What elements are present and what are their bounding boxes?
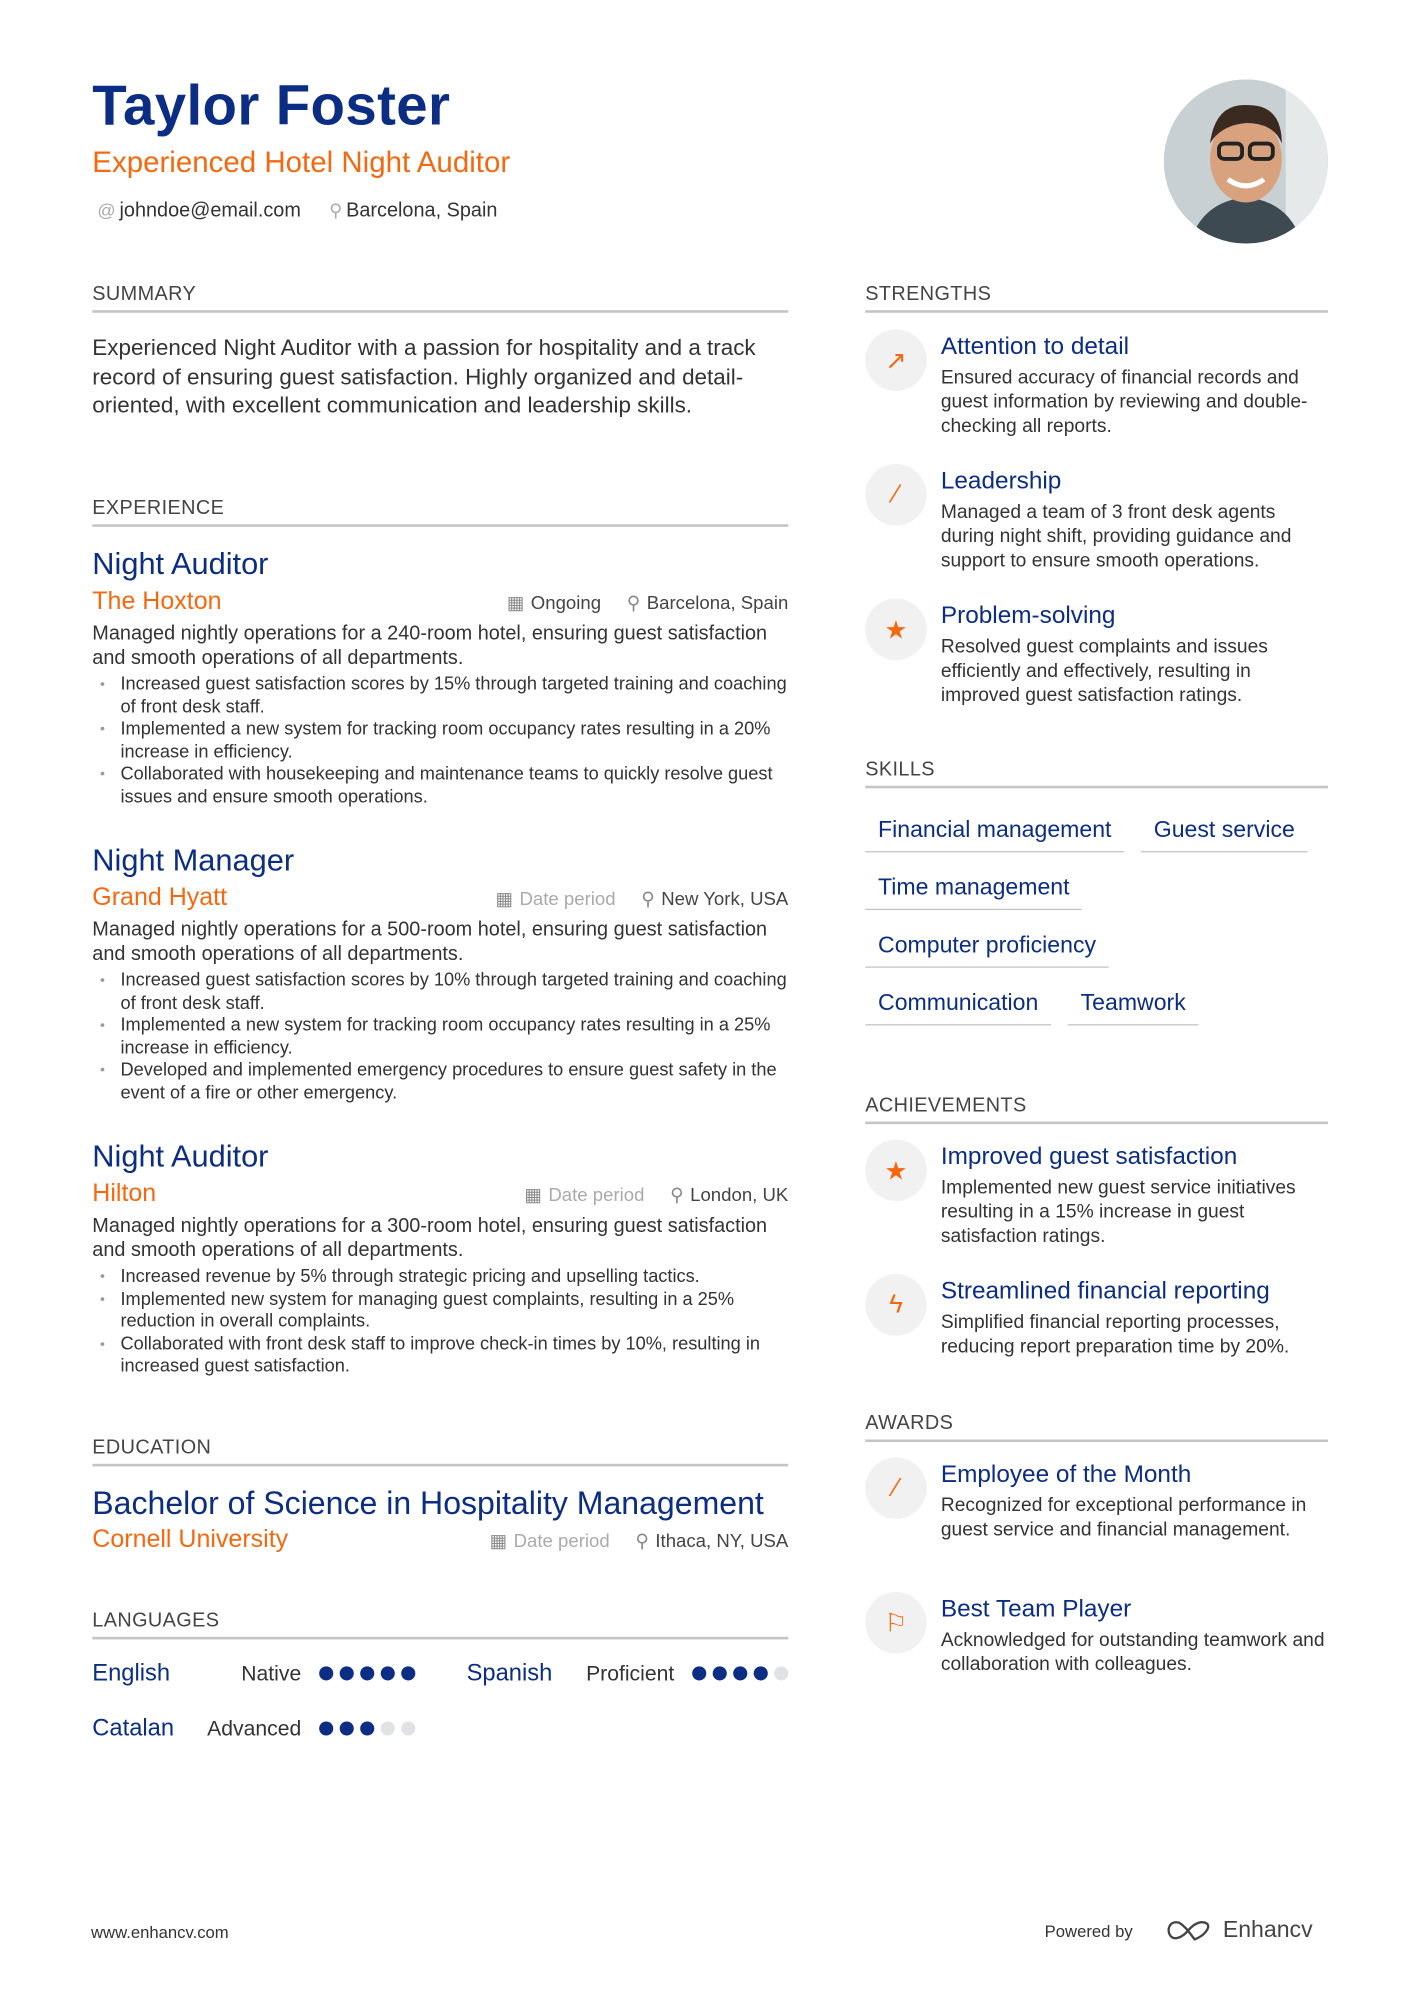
strength-title: Leadership xyxy=(940,467,1062,495)
skill-tag: Computer proficiency xyxy=(865,931,1109,968)
rating-dot-filled xyxy=(713,1666,727,1680)
language-level: Native xyxy=(241,1662,302,1686)
pin-icon: ⚲ xyxy=(626,593,641,614)
school-name: Cornell University xyxy=(92,1525,289,1554)
job-bullet: • Implemented new system for managing guest complaints, resulting in a 25% reduction in overall complaints. xyxy=(92,1289,788,1334)
profile-photo xyxy=(1164,79,1328,243)
email[interactable] xyxy=(97,200,300,223)
job-bullet: • Increased guest satisfaction scores by 15% through targeted training and coaching of front desk staff. xyxy=(92,674,788,719)
lightning-icon: ϟ xyxy=(865,1274,927,1336)
summary-text: Experienced Night Auditor with a passion for hospitality and a track record of ensuring guest satisfaction. Highly organized and detail-oriented, with excellent communication and leadership skills. xyxy=(92,334,756,418)
calendar-icon: ▦ xyxy=(489,1531,508,1553)
strength-item xyxy=(865,601,1328,707)
job-bullet: • Developed and implemented emergency procedures to ensure guest safety in the event of a fire or other emergency. xyxy=(92,1061,788,1106)
rating-dot-filled xyxy=(754,1666,768,1680)
contact-info xyxy=(97,200,497,223)
achievement-title: Improved guest satisfaction xyxy=(940,1143,1238,1171)
brand-name: Enhancv xyxy=(1222,1916,1313,1942)
rating-dot-filled xyxy=(319,1666,333,1680)
rating-dot-filled xyxy=(340,1666,354,1680)
education-entry xyxy=(92,1484,788,1554)
skill-tag: Guest service xyxy=(1141,815,1308,852)
skills-list xyxy=(865,815,1328,1046)
footer-url[interactable]: www.enhancv.com xyxy=(91,1922,229,1942)
rating-dot-filled xyxy=(733,1666,747,1680)
job-location: ⚲ London, UK xyxy=(670,1185,789,1207)
education-date: ▦ Date period xyxy=(489,1531,610,1553)
achievement-title: Streamlined financial reporting xyxy=(940,1277,1270,1305)
language-item xyxy=(92,1659,415,1687)
enhancv-logo-icon xyxy=(1164,1917,1213,1943)
skill-tag: Communication xyxy=(865,988,1051,1025)
section-heading-awards: AWARDS xyxy=(865,1413,1328,1442)
language-level: Advanced xyxy=(207,1717,302,1741)
job-title: Night Auditor xyxy=(92,1139,269,1175)
candidate-title: Experienced Hotel Night Auditor xyxy=(92,144,511,179)
language-name: English xyxy=(92,1658,171,1686)
skill-tag: Financial management xyxy=(865,815,1124,852)
language-name: Catalan xyxy=(92,1713,175,1741)
job-description: Managed nightly operations for a 500-room hotel, ensuring guest satisfaction and smooth operations of all departments. xyxy=(92,919,768,966)
rating-dot-filled xyxy=(319,1721,333,1735)
magic-wand-icon: ⁄ xyxy=(865,464,927,526)
job-bullet: • Increased revenue by 5% through strategic pricing and upselling tactics. xyxy=(92,1266,788,1289)
company-name: The Hoxton xyxy=(92,587,222,616)
candidate-name: Taylor Foster xyxy=(92,74,451,138)
degree: Bachelor of Science in Hospitality Management xyxy=(92,1485,764,1522)
magic-wand-icon: ⁄ xyxy=(865,1457,927,1519)
strength-title: Problem-solving xyxy=(940,602,1116,630)
rating-dots xyxy=(319,1721,415,1735)
job-location: ⚲ New York, USA xyxy=(641,889,789,911)
company-name: Hilton xyxy=(92,1179,157,1208)
job-bullet: • Implemented a new system for tracking room occupancy rates resulting in a 20% increase in efficiency. xyxy=(92,719,788,764)
job-bullet: • Increased guest satisfaction scores by 10% through targeted training and coaching of front desk staff. xyxy=(92,970,788,1015)
strength-desc: Ensured accuracy of financial records and guest information by reviewing and double-checking all reports. xyxy=(940,366,1308,438)
award-item xyxy=(865,1460,1328,1542)
calendar-icon: ▦ xyxy=(506,593,525,614)
rating-dot-empty xyxy=(401,1721,415,1735)
rating-dot-filled xyxy=(360,1666,374,1680)
job-title: Night Auditor xyxy=(92,547,269,582)
job-description: Managed nightly operations for a 300-room hotel, ensuring guest satisfaction and smooth operations of all departments. xyxy=(92,1215,768,1262)
section-heading-summary: SUMMARY xyxy=(92,283,788,312)
language-name: Spanish xyxy=(466,1658,553,1686)
achievement-desc: Simplified financial reporting processes, reducing report preparation time by 20%. xyxy=(940,1311,1290,1358)
job-bullet: • Implemented a new system for tracking room occupancy rates resulting in a 25% increase in efficiency. xyxy=(92,1015,788,1060)
rating-dot-filled xyxy=(381,1666,395,1680)
enhancv-logo[interactable] xyxy=(1164,1916,1313,1943)
strength-desc: Managed a team of 3 front desk agents during night shift, providing guidance and support to ensure smooth operations. xyxy=(940,501,1292,572)
rating-dot-empty xyxy=(774,1666,788,1680)
powered-by: Powered by xyxy=(1044,1921,1133,1941)
rating-dots xyxy=(692,1666,788,1680)
award-title: Best Team Player xyxy=(940,1595,1132,1623)
target-arrow-icon: ↗ xyxy=(865,329,927,391)
calendar-icon: ▦ xyxy=(495,889,514,911)
language-level: Proficient xyxy=(586,1662,675,1686)
section-heading-strengths: STRENGTHS xyxy=(865,283,1328,312)
language-item xyxy=(92,1714,415,1742)
star-icon: ★ xyxy=(865,599,927,661)
rating-dot-filled xyxy=(401,1666,415,1680)
experience-entry xyxy=(92,1138,788,1379)
section-heading-education: EDUCATION xyxy=(92,1437,788,1466)
skill-tag: Teamwork xyxy=(1068,988,1199,1025)
award-item xyxy=(865,1595,1328,1677)
pin-icon: ⚲ xyxy=(670,1185,684,1207)
rating-dot-empty xyxy=(381,1721,395,1735)
job-bullet: • Collaborated with housekeeping and maintenance teams to quickly resolve guest issues and ensure smooth operations. xyxy=(92,764,788,809)
award-title: Employee of the Month xyxy=(940,1461,1192,1489)
location-text: Barcelona, Spain xyxy=(346,199,498,222)
job-description: Managed nightly operations for a 240-room hotel, ensuring guest satisfaction and smooth operations of all departments. xyxy=(92,622,768,670)
achievement-item xyxy=(865,1142,1328,1248)
section-heading-achievements: ACHIEVEMENTS xyxy=(865,1095,1328,1124)
calendar-icon: ▦ xyxy=(524,1185,542,1207)
job-date: ▦ Date period xyxy=(524,1185,645,1207)
strength-item xyxy=(865,332,1328,438)
section-heading-languages: LANGUAGES xyxy=(92,1610,788,1639)
job-bullet: • Collaborated with front desk staff to improve check-in times by 10%, resulting in increased guest satisfaction. xyxy=(92,1334,788,1379)
rating-dot-filled xyxy=(340,1721,354,1735)
rating-dots xyxy=(319,1666,415,1680)
job-date: ▦ Ongoing xyxy=(506,593,602,614)
section-heading-experience: EXPERIENCE xyxy=(92,497,788,526)
email-text: johndoe@email.com xyxy=(119,199,301,222)
location xyxy=(329,200,497,223)
section-heading-skills: SKILLS xyxy=(865,759,1328,788)
education-location: ⚲ Ithaca, NY, USA xyxy=(635,1531,789,1553)
at-icon: @ xyxy=(97,199,116,221)
achievement-desc: Implemented new guest service initiatives resulting in a 15% increase in guest satisfaction ratings. xyxy=(940,1176,1296,1248)
star-icon: ★ xyxy=(865,1140,927,1202)
pin-icon: ⚲ xyxy=(329,199,343,221)
pin-icon: ⚲ xyxy=(641,889,655,911)
language-item xyxy=(467,1659,789,1687)
experience-entry xyxy=(92,842,788,1105)
strength-title: Attention to detail xyxy=(940,333,1130,361)
strength-desc: Resolved guest complaints and issues efficiently and effectively, resulting in improved guest satisfaction ratings. xyxy=(940,635,1268,707)
achievement-item xyxy=(865,1277,1328,1359)
company-name: Grand Hyatt xyxy=(92,883,228,912)
rating-dot-filled xyxy=(692,1666,706,1680)
strength-item xyxy=(865,467,1328,573)
award-desc: Recognized for exceptional performance in guest service and financial management. xyxy=(940,1494,1307,1541)
job-location: ⚲ Barcelona, Spain xyxy=(626,593,789,614)
flag-icon: ⚐ xyxy=(865,1592,927,1654)
rating-dot-filled xyxy=(360,1721,374,1735)
job-title: Night Manager xyxy=(92,843,295,879)
job-date: ▦ Date period xyxy=(495,889,616,911)
award-desc: Acknowledged for outstanding teamwork and collaboration with colleagues. xyxy=(940,1629,1325,1676)
pin-icon: ⚲ xyxy=(635,1531,649,1553)
experience-entry xyxy=(92,546,788,809)
skill-tag: Time management xyxy=(865,873,1082,910)
